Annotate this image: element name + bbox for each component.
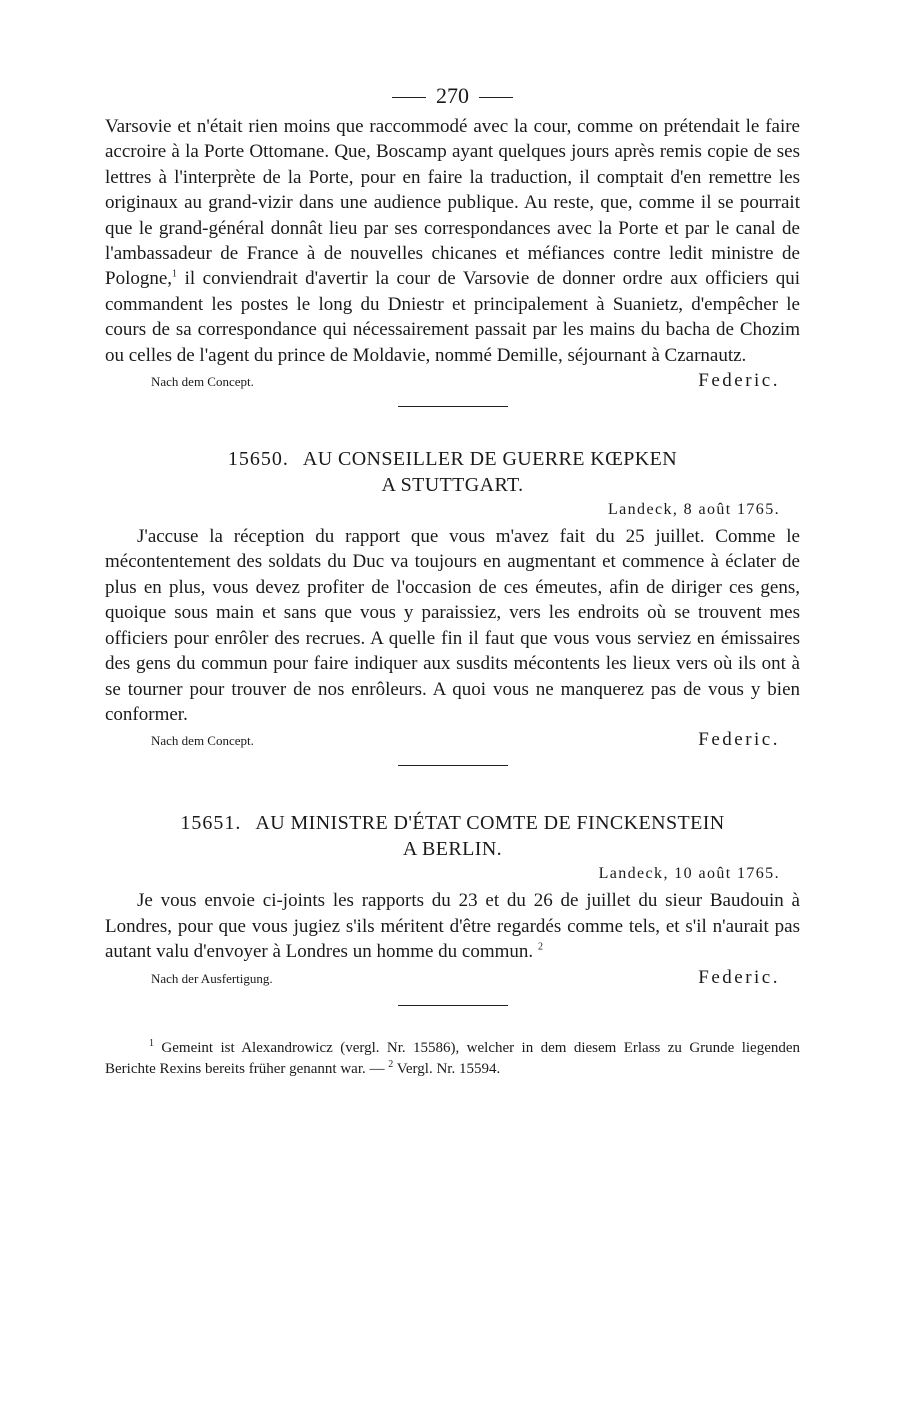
document-page [105,82,800,1081]
letter-dateline: Landeck, 8 août 1765. [607,501,780,519]
letter-heading [105,810,800,862]
letter-signature-line [105,967,800,989]
signature: Federic. [698,370,780,392]
letter-number: 15650. [227,448,289,471]
footnote-ref-1: 1 [172,269,178,281]
continuation-text-after: il conviendrait d'avertir la cour de Varsovie de donner ordre aux officiers qui commandent les postes le long du Dniestr et principalement à Suanietz, d'empêcher le cours de sa correspondance qui nécessairement passait par les mains du bacha de Chozim ou celles de l'agent du prince de Moldavie, nommé Demille, séjournant à Czarnautz. [105,268,800,366]
page-number-line [105,82,800,110]
continuation-paragraph [105,114,800,368]
page-number-dash-left [392,97,426,98]
letter-body: J'accuse la réception du rapport que vous m'avez fait du 25 juillet. Comme le mécontentement des soldats du Duc va toujours en augmentant et commence à éclater de plus en plus, vous devez profiter de l'occasion de ces émeutes, afin de diriger ces gens, quoique sous main et sans que vous y paraissiez, vers les endroits où se trouvent mes officiers pour enrôler des recrues. A quelle fin il faut que vous vous serviez en émissaires des gens du commun pour faire indiquer aux susdits mécontents les lieux vers où ils ont à se tourner pour trouver de nos enrôleurs. A quoi vous ne manquerez pas de vous y bien conformer. [105,526,800,725]
letter-dateline: Landeck, 10 août 1765. [598,865,780,883]
letter-heading [105,446,800,498]
signature: Federic. [698,966,780,988]
signature: Federic. [698,729,780,751]
letter-addressee: AU CONSEILLER DE GUERRE KŒPKEN [302,448,678,471]
section-divider [398,765,508,766]
letter-number: 15651. [180,812,242,835]
letter-addressee: AU MINISTRE D'ÉTAT COMTE DE FINCKENSTEIN [255,812,725,835]
letter-body [105,888,800,964]
page-number-dash-right [479,97,513,98]
letter-place: A STUTTGART. [381,474,524,497]
footnote-text-2: Vergl. Nr. 15594. [396,1061,501,1078]
footnote-ref-2: 2 [537,941,543,953]
letter-signature-line [105,729,800,751]
footnote-mark-2: 2 [388,1059,394,1071]
footnote-divider [398,1005,508,1006]
letter-place: A BERLIN. [402,838,503,861]
footnote-text-1: Gemeint ist Alexandrowicz (vergl. Nr. 15586), welcher in dem diesem Erlass zu Grunde liegenden Berichte Rexins bereits früher genannt war. — [105,1039,801,1078]
letter-body-text: Je vous envoie ci-joints les rapports du 23 et du 26 de juillet du sieur Baudouin à Londres, pour que vous jugiez s'ils méritent d'être regardés comme tels, et s'il n'aurait pas autant valu d'envoyer à Londres un homme du commun. [105,890,800,963]
source-note: Nach dem Concept. [151,374,254,390]
footnote [105,1038,800,1081]
footnote-mark-1: 1 [149,1037,154,1049]
letter-heading-line1 [105,810,800,836]
continuation-signature-line [105,370,800,392]
source-note: Nach der Ausfertigung. [151,970,273,986]
source-note: Nach dem Concept. [151,733,254,749]
footnotes [105,1038,800,1081]
letter-heading-line1 [105,446,800,472]
section-divider [398,406,508,407]
continuation-text: Varsovie et n'était rien moins que raccommodé avec la cour, comme on prétendait le faire accroire à la Porte Ottomane. Que, Boscamp ayant quelques jours après remis copie de ses lettres à l'interprète de la Porte, pour en faire la traduction, il comptait d'en remettre les originaux au grand-vizir dans une audience publique. Au reste, que, comme il se pourrait que le grand-général donnât lieu par ses correspondances avec la Porte et par le canal de l'ambassadeur de France à de nouvelles chicanes et méfiances contre ledit ministre de Pologne, [105,116,800,290]
page-number: 270 [436,83,469,108]
